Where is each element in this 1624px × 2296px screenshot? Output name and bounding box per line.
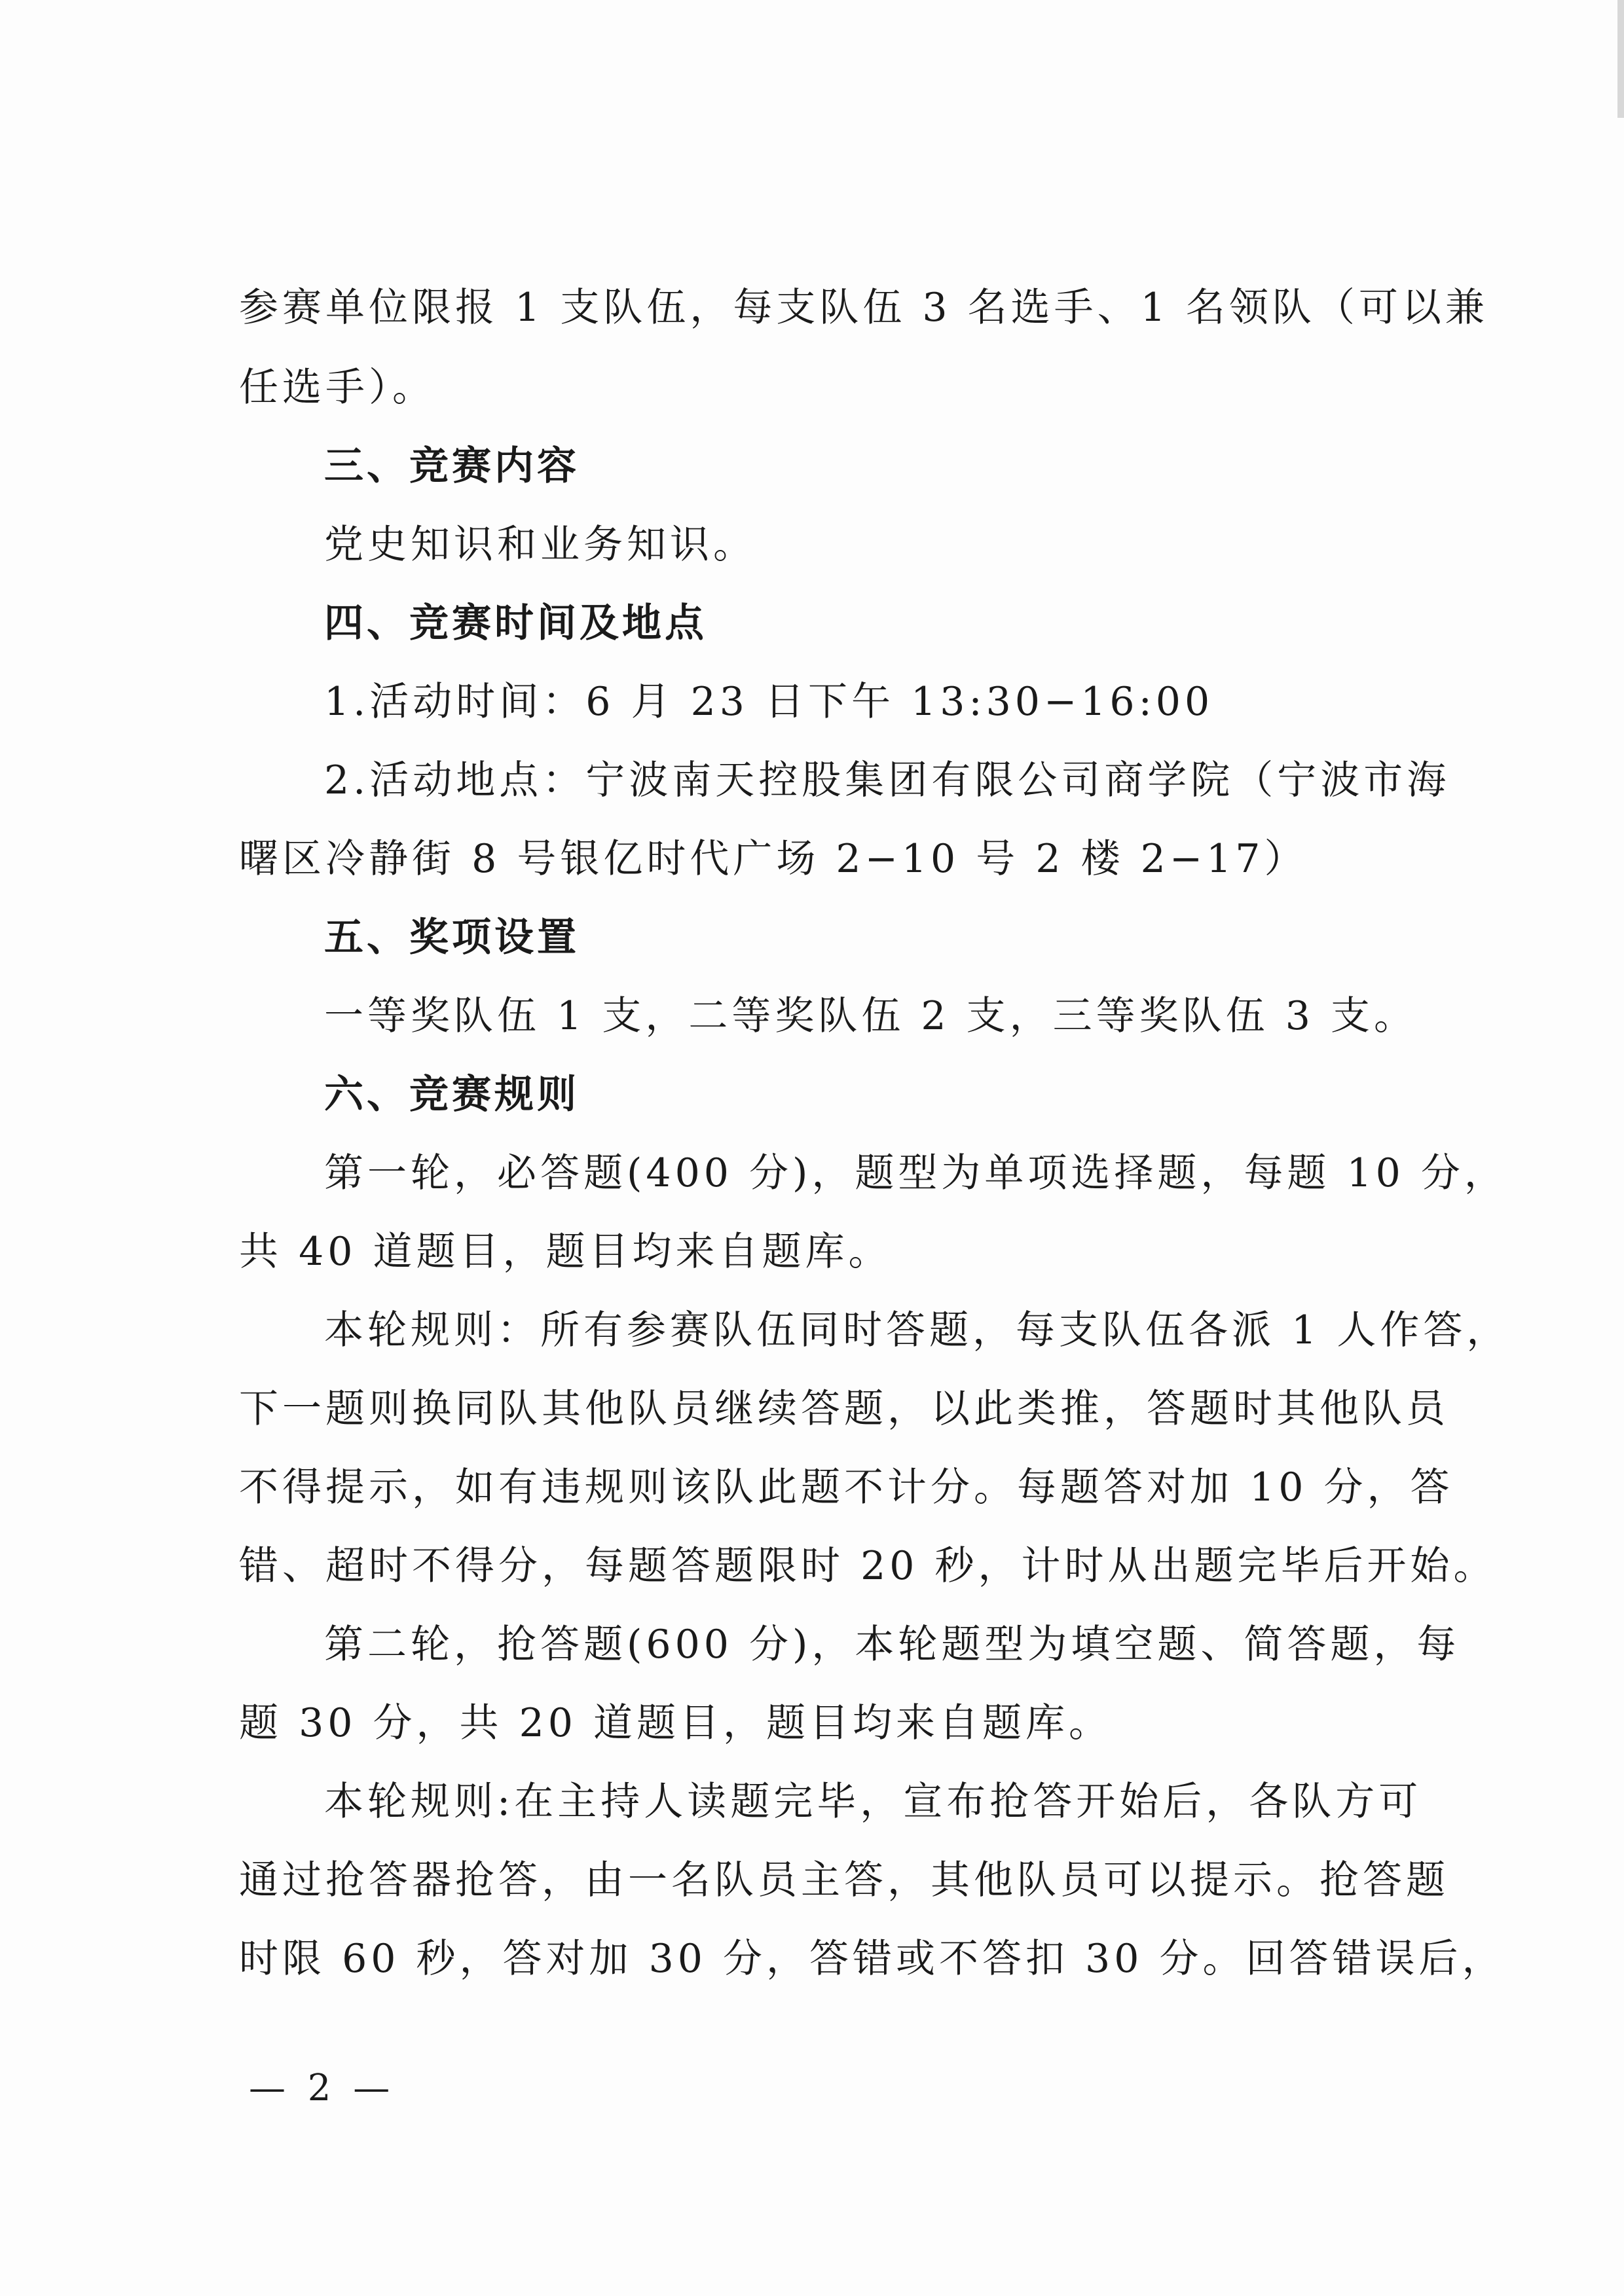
scan-edge-mark (1617, 0, 1624, 118)
paragraph-line: 曙区冷静街 8 号银亿时代广场 2−10 号 2 楼 2−17） (239, 836, 1308, 882)
paragraph-line: 不得提示，如有违规则该队此题不计分。每题答对加 10 分，答 (239, 1465, 1454, 1510)
paragraph-line: 本轮规则：所有参赛队伍同时答题，每支队伍各派 1 人作答， (324, 1307, 1510, 1353)
paragraph-line: 参赛单位限报 1 支队伍，每支队伍 3 名选手、1 名领队（可以兼 (239, 285, 1488, 331)
section-heading-time-place: 四、竞赛时间及地点 (324, 600, 707, 646)
paragraph-line: 任选手）。 (239, 365, 435, 410)
section-heading-content: 三、竞赛内容 (324, 443, 580, 489)
paragraph-line: 下一题则换同队其他队员继续答题，以此类推，答题时其他队员 (239, 1386, 1449, 1432)
section-heading-rules: 六、竞赛规则 (324, 1072, 580, 1118)
paragraph-line: 2.活动地点：宁波南天控股集团有限公司商学院（宁波市海 (324, 757, 1450, 803)
paragraph-line: 通过抢答器抢答，由一名队员主答，其他队员可以提示。抢答题 (239, 1857, 1449, 1903)
section-heading-awards: 五、奖项设置 (324, 915, 580, 960)
paragraph-line: 一等奖队伍 1 支，二等奖队伍 2 支，三等奖队伍 3 支。 (324, 993, 1417, 1039)
paragraph-line: 题 30 分，共 20 道题目，题目均来自题库。 (239, 1700, 1112, 1746)
paragraph-line: 错、超时不得分，每题答题限时 20 秒，计时从出题完毕后开始。 (239, 1543, 1497, 1589)
paragraph-line: 共 40 道题目，题目均来自题库。 (239, 1229, 892, 1275)
paragraph-line: 本轮规则:在主持人读题完毕，宣布抢答开始后，各队方可 (324, 1779, 1422, 1825)
paragraph-line: 时限 60 秒，答对加 30 分，答错或不答扣 30 分。回答错误后， (239, 1936, 1505, 1982)
paragraph-line: 1.活动时间：6 月 23 日下午 13:30−16:00 (324, 679, 1214, 725)
paragraph-line: 第二轮，抢答题(600 分)，本轮题型为填空题、简答题，每 (324, 1622, 1460, 1667)
paragraph-line: 第一轮，必答题(400 分)，题型为单项选择题，每题 10 分， (324, 1150, 1507, 1196)
paragraph-line: 党史知识和业务知识。 (324, 522, 756, 568)
page-number: — 2 — (249, 2067, 396, 2109)
